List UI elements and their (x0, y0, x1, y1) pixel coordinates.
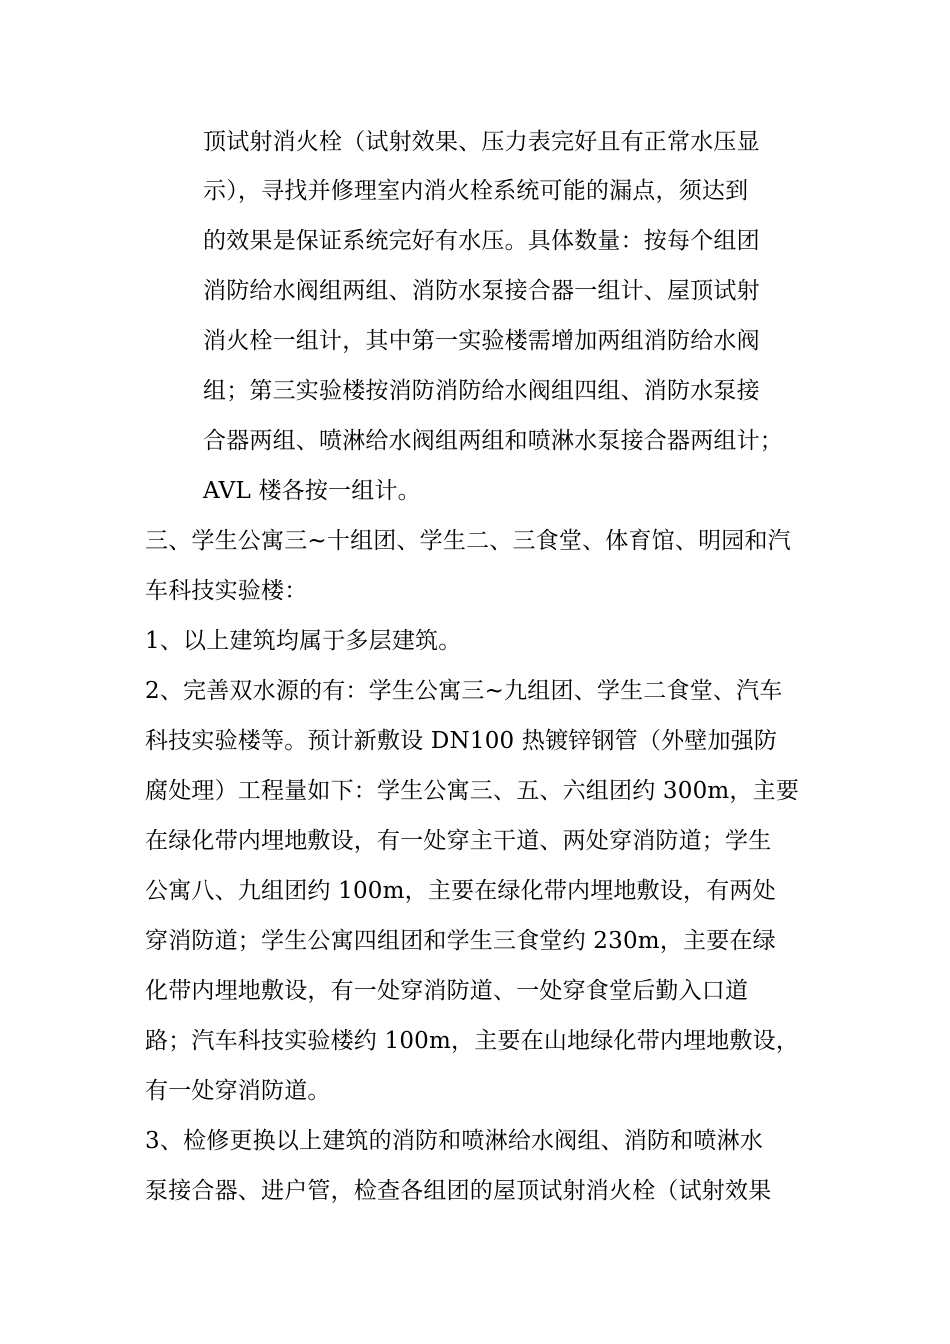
list-item-line: 1、以上建筑均属于多层建筑。 (145, 628, 462, 654)
list-item-line: 有一处穿消防道。 (145, 1078, 331, 1104)
section-heading-line: 三、学生公寓三~十组团、学生二、三食堂、体育馆、明园和汽 (145, 528, 791, 554)
text-line: 示），寻找并修理室内消火栓系统可能的漏点，须达到 (203, 178, 749, 204)
text-line: 消防给水阀组两组、消防水泵接合器一组计、屋顶试射 (203, 278, 760, 304)
text-line: AVL 楼各按一组计。 (203, 478, 421, 504)
list-item-line: 泵接合器、进户管，检查各组团的屋顶试射消火栓（试射效果 (145, 1178, 772, 1204)
list-item-line: 腐处理）工程量如下：学生公寓三、五、六组团约 300m，主要 (145, 778, 800, 804)
list-item-line: 2、完善双水源的有：学生公寓三~九组团、学生二食堂、汽车 (145, 678, 783, 704)
list-item-line: 路；汽车科技实验楼约 100m，主要在山地绿化带内埋地敷设， (145, 1028, 800, 1054)
list-item-line: 公寓八、九组团约 100m，主要在绿化带内埋地敷设，有两处 (145, 878, 776, 904)
text-line: 合器两组、喷淋给水阀组两组和喷淋水泵接合器两组计； (203, 428, 783, 454)
list-item-line: 3、检修更换以上建筑的消防和喷淋给水阀组、消防和喷淋水 (145, 1128, 764, 1154)
text-line: 的效果是保证系统完好有水压。具体数量：按每个组团 (203, 228, 760, 254)
text-line: 顶试射消火栓（试射效果、压力表完好且有正常水压显 (203, 129, 760, 155)
list-item-line: 在绿化带内埋地敷设，有一处穿主干道、两处穿消防道；学生 (145, 828, 772, 854)
section-heading-line: 车科技实验楼： (145, 578, 308, 604)
list-item-line: 科技实验楼等。预计新敷设 DN100 热镀锌钢管（外壁加强防 (145, 728, 778, 754)
text-line: 消火栓一组计，其中第一实验楼需增加两组消防给水阀 (203, 328, 760, 354)
list-item-line: 穿消防道；学生公寓四组团和学生三食堂约 230m，主要在绿 (145, 928, 776, 954)
text-line: 组；第三实验楼按消防消防给水阀组四组、消防水泵接 (203, 378, 760, 404)
list-item-line: 化带内埋地敷设，有一处穿消防道、一处穿食堂后勤入口道 (145, 978, 749, 1004)
